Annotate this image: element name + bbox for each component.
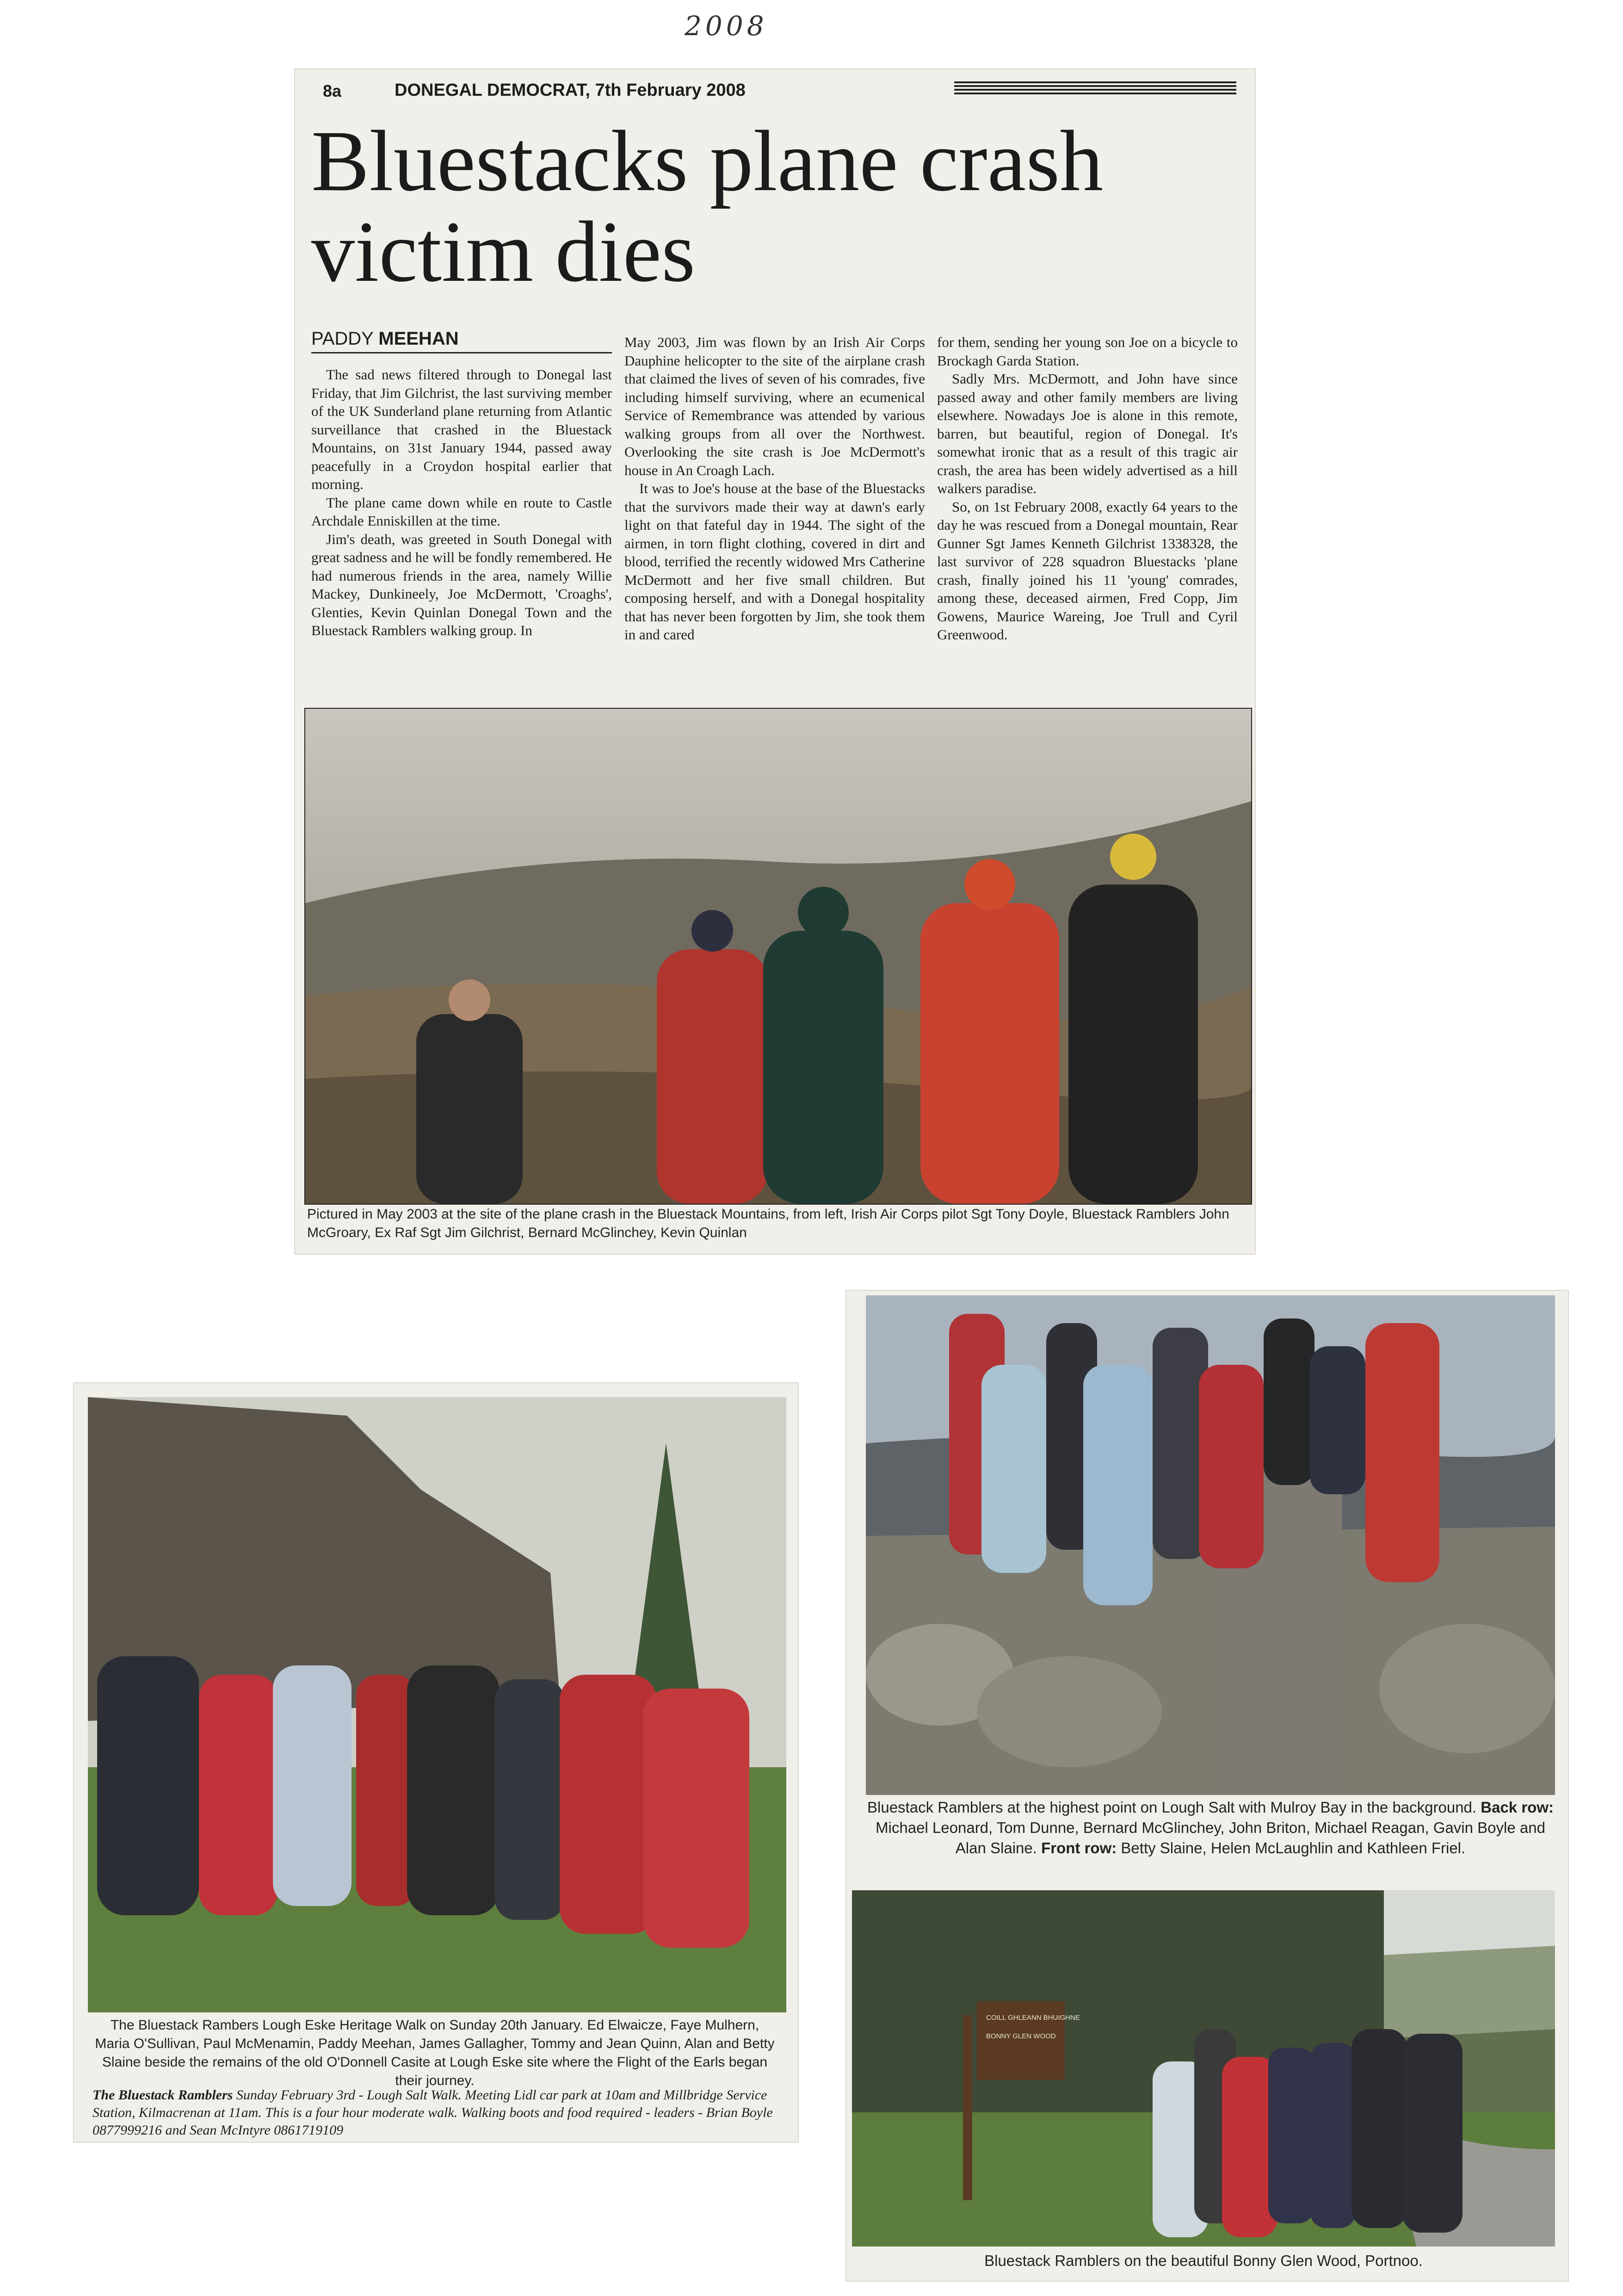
back-row-label: Back row: xyxy=(1481,1799,1554,1816)
lough-salt-clipping xyxy=(846,1291,1568,2281)
byline xyxy=(311,328,612,353)
paragraph: May 2003, Jim was flown by an Irish Air Corps Dauphine helicopter to the site of the airplane crash that claimed the lives of seven of his comrades, five including himself surviving, where an ecumenical Service of Remembrance was attended by various walking groups from all over the Northwest. Overlooking the site crash is Joe McDermott's house in An Croagh Lach. xyxy=(624,334,925,478)
bonny-glen-illustration xyxy=(852,1890,1555,2246)
byline-last: MEEHAN xyxy=(378,328,459,349)
article-column-3 xyxy=(937,333,1238,644)
crash-site-photo xyxy=(304,708,1252,1205)
paragraph: It was to Joe's house at the base of the Bluestacks that the survivors made their way at dawn's early light on that fateful day in 1944. The sight of the airmen, in torn flight clothing, covered in dirt and blood, terrified the recently widowed Mrs Catherine McDermott and her five small children. But composing herself, and with a Donegal hospitality that has never been forgotten by Jim, she took them in and cared xyxy=(624,480,925,643)
paragraph: The sad news filtered through to Donegal last Friday, that Jim Gilchrist, the last surviving member of the UK Sunderland plane returning from Atlantic surveillance that crashed in the Bluestack Mountains, on 31st January 1944, passed away peacefully in a Croydon hospital earlier that morning. xyxy=(311,366,612,492)
back-row-names: Michael Leonard, Tom Dunne, Bernard McGlinchey, John Briton, Michael Reagan, Gavin Boyle and Alan Slaine. xyxy=(876,1819,1545,1857)
article-column-2 xyxy=(624,333,925,644)
sign-text-2: BONNY GLEN WOOD xyxy=(986,2032,1056,2040)
sign-text-1: COILL GHLEANN BHUIGHNE xyxy=(986,2014,1080,2022)
walk-notice-text: Sunday February 3rd - Lough Salt Walk. Meeting Lidl car park at 10am and Millbridge Service Station, Kilmacrenan at 11am. This is a four hour moderate walk. Walking boots and food required - leaders - Brian Boyle 0877999216 and Sean McIntyre 0861719109 xyxy=(93,2087,773,2138)
walk-notice xyxy=(93,2086,786,2139)
paragraph: The plane came down while en route to Castle Archdale Enniskillen at the time. xyxy=(311,494,612,529)
paragraph: for them, sending her young son Joe on a bicycle to Brockagh Garda Station. xyxy=(937,334,1238,369)
lough-eske-photo xyxy=(88,1397,786,2012)
lough-salt-caption xyxy=(866,1797,1555,1858)
walk-notice-title: The Bluestack Ramblers xyxy=(93,2087,233,2103)
front-row-names: Betty Slaine, Helen McLaughlin and Kathleen Friel. xyxy=(1121,1839,1466,1857)
paragraph: Sadly Mrs. McDermott, and John have since passed away and other family members are living elsewhere. Nowadays Joe is alone in this remote, barren, but beautiful, region of Donegal. It's somewhat ironic that as a result of this tragic air crash, the area has been widely advertised as a hill walkers paradise. xyxy=(937,371,1238,496)
bonny-glen-photo xyxy=(852,1890,1555,2246)
lough-salt-photo xyxy=(866,1295,1555,1795)
lough-eske-caption: The Bluestack Rambers Lough Eske Heritage Walk on Sunday 20th January. Ed Elwaicze, Faye Mulhern, Maria O'Sullivan, Paul McMenamin, Paddy Meehan, James Gallagher, Tommy and Jean Quinn, Alan and Betty Slaine beside the remains of the old O'Donnell Casite at Lough Eske site where the Flight of the Earls began their journey. xyxy=(95,2018,775,2088)
front-row-label: Front row: xyxy=(1041,1839,1117,1857)
paragraph: So, on 1st February 2008, exactly 64 years to the day he was rescued from a Donegal mountain, Rear Gunner Sgt James Kenneth Gilchrist 1338328, the last survivor of 228 squadron Bluestacks 'plane crash, finally joined his 11 'young' comrades, among these, deceased airmen, Fred Copp, Jim Gowens, Maurice Wareing, Joe Trull and Cyril Greenwood. xyxy=(937,498,1238,643)
paper-dateline: DONEGAL DEMOCRAT, 7th February 2008 xyxy=(395,80,746,100)
lough-eske-clipping xyxy=(74,1383,798,2142)
handwritten-year: 2008 xyxy=(685,10,768,42)
crash-site-caption: Pictured in May 2003 at the site of the plane crash in the Bluestack Mountains, from left, Irish Air Corps pilot Sgt Tony Doyle, Bluestack Ramblers John McGroary, Ex Raf Sgt Jim Gilchrist, Bernard McGlinchey, Kevin Quinlan xyxy=(307,1207,1229,1240)
page-number: 8a xyxy=(323,81,342,100)
masthead-rules xyxy=(954,81,1236,95)
headline: Bluestacks plane crash victim dies xyxy=(311,112,1104,300)
lough-eske-illustration xyxy=(88,1397,786,2012)
caption-intro: Bluestack Ramblers at the highest point on Lough Salt with Mulroy Bay in the background. xyxy=(867,1799,1477,1816)
lough-salt-illustration xyxy=(866,1295,1555,1795)
group-silhouettes xyxy=(1153,2029,1463,2237)
main-article-clipping xyxy=(295,69,1255,1254)
bonny-glen-caption: Bluestack Ramblers on the beautiful Bonny Glen Wood, Portnoo. xyxy=(984,2252,1423,2269)
article-column-1 xyxy=(311,365,612,640)
crash-site-illustration xyxy=(305,709,1251,1204)
byline-first: PADDY xyxy=(311,328,374,349)
masthead xyxy=(314,77,1234,109)
paragraph: Jim's death, was greeted in South Donegal with great sadness and he will be fondly remembered. He had numerous friends in the area, namely Willie Mackey, Dunkineely, Joe McDermott, 'Croaghs', Glenties, Kevin Quinlan Donegal Town and the Bluestack Ramblers walking group. In xyxy=(311,531,612,638)
